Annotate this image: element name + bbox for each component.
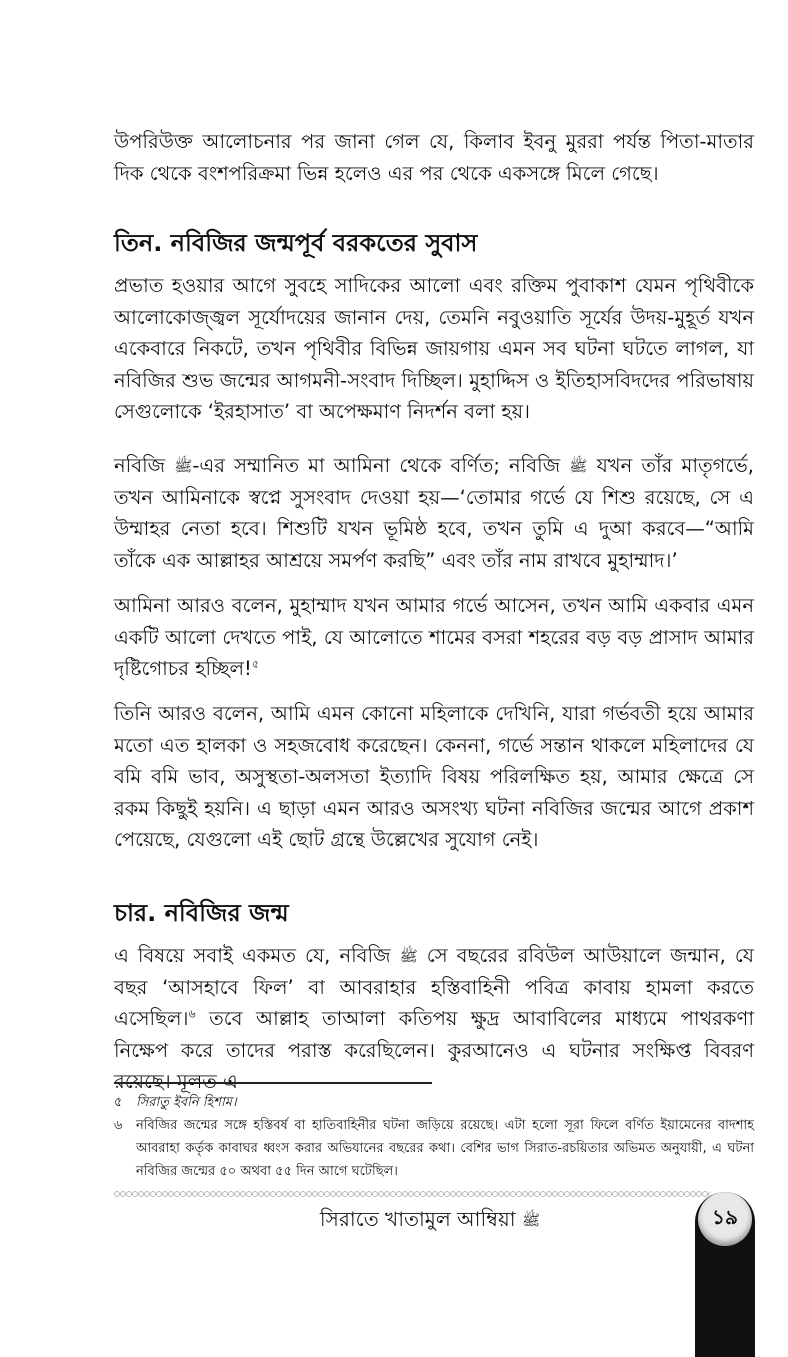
paragraph-block-2 xyxy=(114,450,754,576)
salawat-icon: ﷺ xyxy=(399,947,418,965)
text-run: এ বিষয়ে সবাই একমত যে, নবিজি xyxy=(114,944,391,967)
footnote-divider xyxy=(114,1082,432,1084)
paragraph-block-4 xyxy=(114,698,754,856)
salawat-icon: ﷺ xyxy=(521,1211,541,1229)
footnote-ref: ৫ xyxy=(251,657,260,671)
footer-divider xyxy=(114,1191,710,1197)
paragraph: তিনি আরও বলেন, আমি এমন কোনো মহিলাকে দেখিনি, যারা গর্ভবতী হয়ে আমার মতো এত হালকা ও সহজবোধ করেছেন। কেননা, গর্ভে সন্তান থাকলে মহিলাদের যে বমি বমি ভাব, অসুস্থতা-অলসতা ইত্যাদি বিষয় পরিলক্ষিত হয়, আমার ক্ষেত্রে সে রকম কিছুই হয়নি। এ ছাড়া এমন আরও অসংখ্য ঘটনা নবিজির জন্মের আগে প্রকাশ পেয়েছে, যেগুলো এই ছোট গ্রন্থে উল্লেখের সুযোগ নেই। xyxy=(114,702,754,851)
paragraph-block-1 xyxy=(114,270,754,428)
paragraph xyxy=(114,590,754,685)
footnote-ref: ৬ xyxy=(188,1007,196,1021)
text-run: নবিজি xyxy=(114,454,166,477)
running-title-text: সিরাতে খাতামুল আম্বিয়া xyxy=(319,1207,516,1231)
running-title xyxy=(300,1205,560,1233)
paragraph: উপরিউক্ত আলোচনার পর জানা গেল যে, কিলাব ইবনু মুররা পর্যন্ত পিতা-মাতার দিক থেকে বংশপরিক্রমা ভিন্ন হলেও এর পর থেকে একসঙ্গে মিলে গেছে। xyxy=(114,130,754,185)
salawat-icon: ﷺ xyxy=(569,457,588,475)
paragraph xyxy=(114,940,754,1098)
footnote xyxy=(114,1091,754,1114)
section-heading-four xyxy=(114,896,754,930)
footnote-mark: ৫ xyxy=(114,1095,123,1110)
section-heading: তিন. নবিজির জন্মপূর্ব বরকতের সুবাস xyxy=(114,229,478,257)
page-number-badge xyxy=(698,1192,752,1246)
section-heading: চার. নবিজির জন্ম xyxy=(114,899,289,927)
text-run: -এর সম্মানিত মা আমিনা থেকে বর্ণিত; নবিজি xyxy=(192,454,561,477)
intro-paragraph xyxy=(114,126,754,189)
paragraph-block-3 xyxy=(114,590,754,685)
paragraph: প্রভাত হওয়ার আগে সুবহে সাদিকের আলো এবং রক্তিম পুবাকাশ যেমন পৃথিবীকে আলোকোজ্জ্বল সূর্যোদয়ের জানান দেয়, তেমনি নবুওয়াতি সূর্যের উদয়-মুহূর্ত যখন একেবারে নিকটে, তখন পৃথিবীর বিভিন্ন জায়গায় এমন সব ঘটনা ঘটতে লাগল, যা নবিজির শুভ জন্মের আগমনী-সংবাদ দিচ্ছিল। মুহাদ্দিস ও ইতিহাসবিদদের পরিভাষায় সেগুলোকে ‘ইরহাসাত’ বা অপেক্ষমাণ নিদর্শন বলা হয়। xyxy=(114,274,754,423)
footnote-text: সিরাতু ইবনি হিশাম। xyxy=(136,1095,237,1110)
text-run: তবে আল্লাহ তাআলা কতিপয় ক্ষুদ্র আবাবিলের মাধ্যমে পাথরকণা নিক্ষেপ করে তাদের পরাস্ত করেছিলেন। কুরআনেও এ ঘটনার সংক্ষিপ্ত বিবরণ রয়েছে। মূলত এ xyxy=(114,1007,754,1093)
footnote-mark: ৬ xyxy=(114,1118,123,1133)
salawat-icon: ﷺ xyxy=(174,457,193,475)
paragraph-block-5 xyxy=(114,940,754,1098)
page-number: ১৯ xyxy=(712,1204,738,1229)
paragraph xyxy=(114,450,754,576)
text-run: যখন তাঁর মাতৃগর্ভে, তখন আমিনাকে স্বপ্নে সুসংবাদ দেওয়া হয়—‘তোমার গর্ভে যে শিশু রয়েছে, সে এ উম্মাহর নেতা হবে। শিশুটি যখন ভূমিষ্ঠ হবে, তখন তুমি এ দুআ করবে—“আমি তাঁকে এক আল্লাহর আশ্রয়ে সমর্পণ করছি” এবং তাঁর নাম রাখবে মুহাম্মাদ।’ xyxy=(114,454,754,572)
text-run: আমিনা আরও বলেন, মুহাম্মাদ যখন আমার গর্ভে আসেন, তখন আমি একবার এমন একটি আলো দেখতে পাই, যে আলোতে শামের বসরা শহরের বড় বড় প্রাসাদ আমার দৃষ্টিগোচর হচ্ছিল! xyxy=(114,594,754,680)
footnotes xyxy=(114,1091,754,1183)
footnote-text: নবিজির জন্মের সঙ্গে হস্তিবর্ষ বা হাতিবাহিনীর ঘটনা জড়িয়ে রয়েছে। এটা হলো সূরা ফিলে বর্ণিত ইয়ামেনের বাদশাহ আবরাহা কর্তৃক কাবাঘর ধ্বংস করার অভিযানের বছরের কথা। বেশির ভাগ সিরাত-রচয়িতার অভিমত অনুযায়ী, এ ঘটনা নবিজির জন্মের ৫০ অথবা ৫৫ দিন আগে ঘটেছিল। xyxy=(136,1118,754,1179)
text-run: সে বছরের রবিউল আউয়ালে জন্মান, যে বছর ‘আসহাবে ফিল’ বা আবরাহার হস্তিবাহিনী পবিত্র কাবায় হামলা করতে এসেছিল। xyxy=(114,944,754,1030)
footnote xyxy=(114,1114,754,1183)
section-heading-three xyxy=(114,226,754,260)
